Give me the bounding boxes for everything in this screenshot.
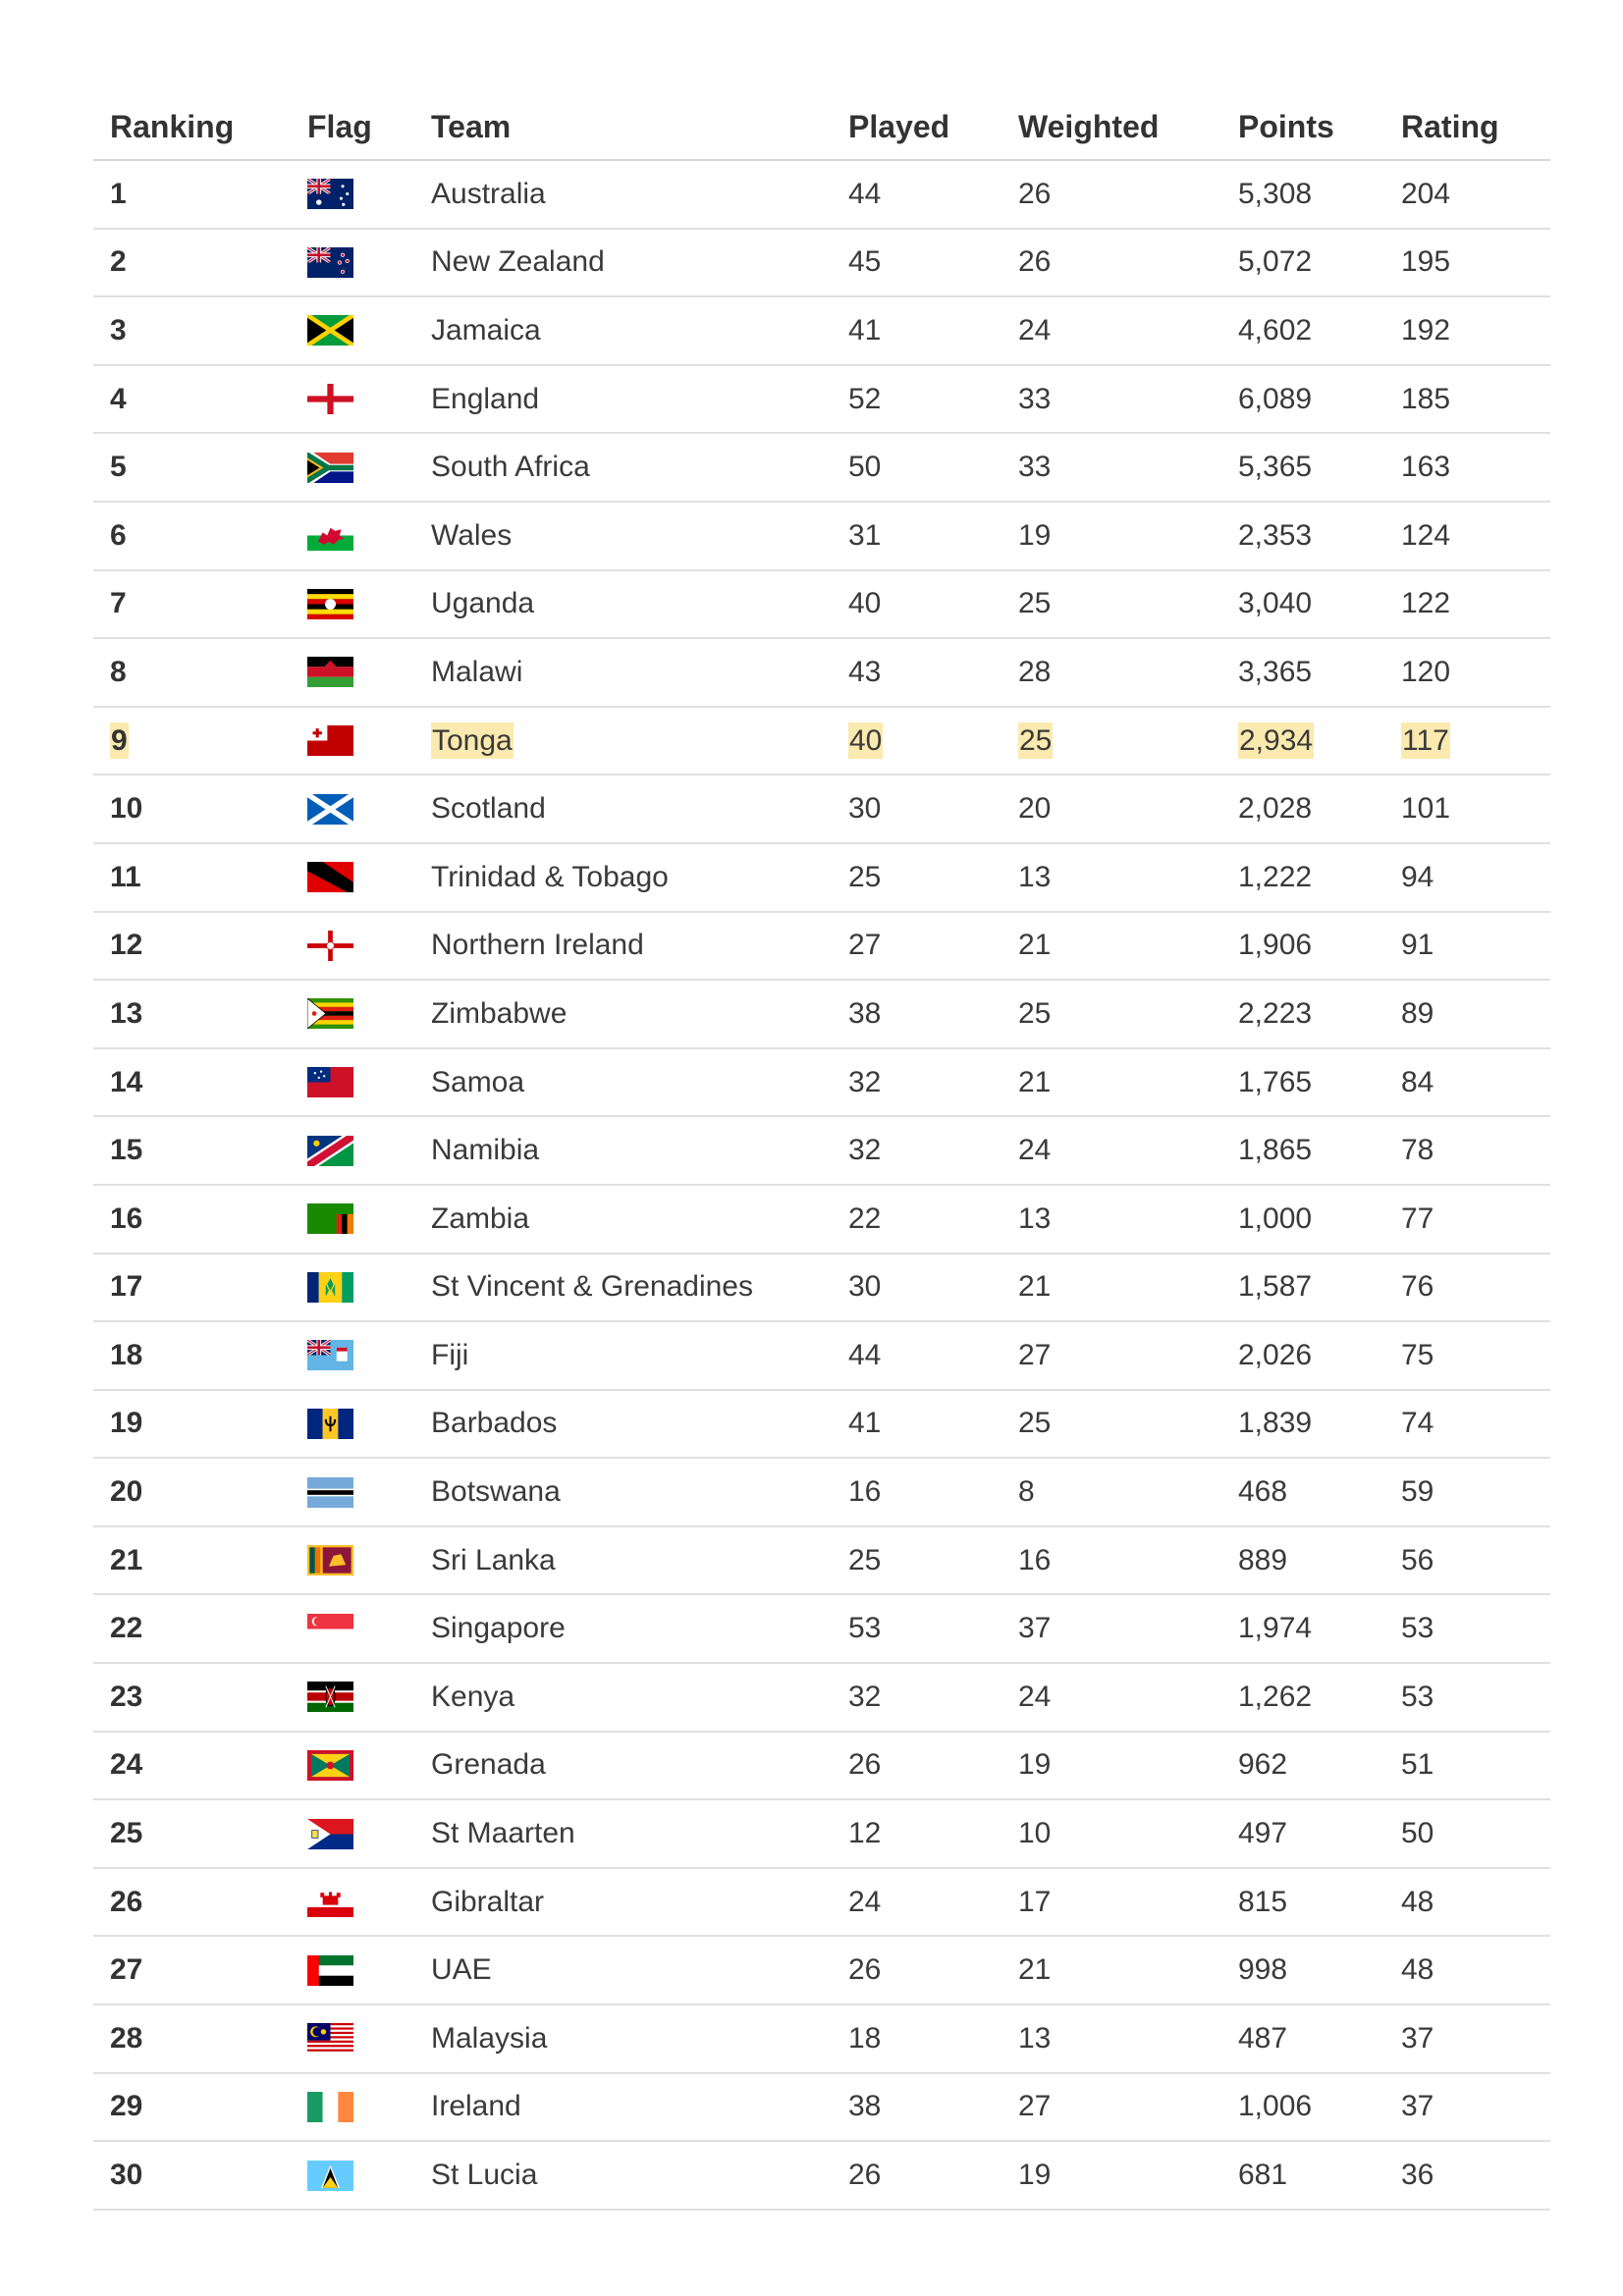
played-cell: 16 <box>848 1475 882 1509</box>
rating-cell: 204 <box>1401 177 1451 210</box>
table-row <box>93 365 1550 434</box>
played-cell: 12 <box>848 1817 882 1850</box>
weighted-cell: 27 <box>1018 2090 1052 2123</box>
points-cell: 5,072 <box>1238 245 1313 279</box>
header-weighted: Weighted <box>1001 94 1221 160</box>
played-cell: 32 <box>848 1134 882 1167</box>
team-name: Zimbabwe <box>431 996 568 1030</box>
team-name: Tonga <box>432 723 513 757</box>
team-name: Northern Ireland <box>431 929 644 962</box>
table-row <box>93 980 1550 1048</box>
weighted-cell: 20 <box>1018 792 1052 826</box>
table-row <box>93 843 1550 912</box>
table-row <box>93 1936 1550 2004</box>
rank-cell: 23 <box>110 1680 143 1713</box>
south-africa-flag-icon <box>307 453 353 483</box>
malaysia-flag-icon <box>307 2023 353 2054</box>
points-cell: 998 <box>1238 1953 1288 1987</box>
rating-cell: 36 <box>1401 2159 1434 2192</box>
rank-cell: 2 <box>110 245 127 279</box>
rank-cell: 15 <box>110 1134 143 1167</box>
team-name: Australia <box>431 177 546 210</box>
table-row <box>93 1116 1550 1185</box>
rating-cell: 78 <box>1401 1134 1434 1167</box>
rating-cell: 84 <box>1401 1065 1434 1098</box>
rating-cell: 122 <box>1401 587 1451 620</box>
fiji-flag-icon <box>307 1340 353 1370</box>
table-row <box>93 2141 1550 2210</box>
rating-cell: 94 <box>1401 860 1434 893</box>
points-cell: 962 <box>1238 1748 1288 1782</box>
tonga-flag-icon <box>307 725 353 756</box>
weighted-cell: 33 <box>1018 382 1052 415</box>
points-cell: 1,000 <box>1238 1201 1313 1235</box>
table-row <box>93 912 1550 981</box>
table-row <box>93 707 1550 775</box>
points-cell: 6,089 <box>1238 382 1313 415</box>
weighted-cell: 33 <box>1018 451 1052 484</box>
weighted-cell: 24 <box>1018 1134 1052 1167</box>
table-row <box>93 1390 1550 1459</box>
played-cell: 27 <box>848 929 882 962</box>
rating-cell: 76 <box>1401 1270 1434 1304</box>
table-row <box>93 1254 1550 1322</box>
rating-cell: 48 <box>1401 1953 1434 1987</box>
rank-cell: 24 <box>110 1748 143 1782</box>
points-cell: 5,308 <box>1238 177 1313 210</box>
points-cell: 3,365 <box>1238 655 1313 688</box>
points-cell: 3,040 <box>1238 587 1313 620</box>
points-cell: 681 <box>1238 2159 1288 2192</box>
ranking-table <box>93 94 1550 2211</box>
st-lucia-flag-icon <box>307 2161 353 2191</box>
team-name: Grenada <box>431 1748 546 1782</box>
points-cell: 5,365 <box>1238 451 1313 484</box>
rating-cell: 192 <box>1401 313 1451 347</box>
weighted-cell: 27 <box>1018 1338 1052 1371</box>
samoa-flag-icon <box>307 1067 353 1097</box>
rating-cell: 75 <box>1401 1338 1434 1371</box>
points-cell: 2,934 <box>1239 723 1314 757</box>
table-row <box>93 1663 1550 1732</box>
rating-cell: 77 <box>1401 1201 1434 1235</box>
rank-cell: 17 <box>110 1270 143 1304</box>
played-cell: 53 <box>848 1612 882 1645</box>
table-row <box>93 2073 1550 2142</box>
rank-cell: 3 <box>110 313 127 347</box>
team-name: Uganda <box>431 587 535 620</box>
rank-cell: 29 <box>110 2090 143 2123</box>
weighted-cell: 24 <box>1018 1680 1052 1713</box>
team-name: Samoa <box>431 1065 525 1098</box>
table-row <box>93 160 1550 229</box>
rating-cell: 91 <box>1401 929 1434 962</box>
points-cell: 2,353 <box>1238 518 1313 552</box>
rating-cell: 101 <box>1401 792 1451 826</box>
points-cell: 2,028 <box>1238 792 1313 826</box>
jamaica-flag-icon <box>307 315 353 346</box>
rating-cell: 37 <box>1401 2090 1434 2123</box>
played-cell: 26 <box>848 2159 882 2192</box>
botswana-flag-icon <box>307 1477 353 1508</box>
weighted-cell: 13 <box>1018 1201 1052 1235</box>
england-flag-icon <box>307 384 353 414</box>
rank-cell: 10 <box>110 792 143 826</box>
rank-cell: 14 <box>110 1065 143 1098</box>
rank-cell: 20 <box>110 1475 143 1509</box>
table-row <box>93 433 1550 502</box>
grenada-flag-icon <box>307 1750 353 1781</box>
weighted-cell: 25 <box>1018 1407 1052 1440</box>
rating-cell: 124 <box>1401 518 1451 552</box>
singapore-flag-icon <box>307 1614 353 1644</box>
points-cell: 1,262 <box>1238 1680 1313 1713</box>
table-row <box>93 2004 1550 2073</box>
table-row <box>93 570 1550 639</box>
played-cell: 26 <box>848 1748 882 1782</box>
trinidad-tobago-flag-icon <box>307 862 353 892</box>
kenya-flag-icon <box>307 1682 353 1712</box>
rank-cell: 8 <box>110 655 127 688</box>
team-name: Ireland <box>431 2090 521 2123</box>
points-cell: 1,587 <box>1238 1270 1313 1304</box>
header-rating: Rating <box>1384 94 1550 160</box>
team-name: Fiji <box>431 1338 469 1371</box>
played-cell: 18 <box>848 2021 882 2055</box>
rank-cell: 26 <box>110 1885 143 1918</box>
played-cell: 43 <box>848 655 882 688</box>
points-cell: 889 <box>1238 1543 1288 1576</box>
points-cell: 468 <box>1238 1475 1288 1509</box>
played-cell: 31 <box>848 518 882 552</box>
rating-cell: 163 <box>1401 451 1451 484</box>
rank-cell: 12 <box>110 929 143 962</box>
table-row <box>93 1321 1550 1390</box>
team-name: Namibia <box>431 1134 540 1167</box>
played-cell: 25 <box>848 1543 882 1576</box>
played-cell: 41 <box>848 1407 882 1440</box>
rating-cell: 53 <box>1401 1612 1434 1645</box>
header-points: Points <box>1221 94 1384 160</box>
st-maarten-flag-icon <box>307 1819 353 1849</box>
team-name: Singapore <box>431 1612 566 1645</box>
rank-cell: 7 <box>110 587 127 620</box>
rating-cell: 48 <box>1401 1885 1434 1918</box>
rank-cell: 27 <box>110 1953 143 1987</box>
team-name: New Zealand <box>431 245 605 279</box>
table-row <box>93 1185 1550 1254</box>
rating-cell: 56 <box>1401 1543 1434 1576</box>
sri-lanka-flag-icon <box>307 1545 353 1575</box>
table-row <box>93 774 1550 843</box>
header-played: Played <box>832 94 1001 160</box>
team-name: St Lucia <box>431 2159 538 2192</box>
points-cell: 487 <box>1238 2021 1288 2055</box>
team-name: Botswana <box>431 1475 561 1509</box>
points-cell: 2,223 <box>1238 996 1313 1030</box>
rating-cell: 37 <box>1401 2021 1434 2055</box>
new-zealand-flag-icon <box>307 247 353 278</box>
points-cell: 1,974 <box>1238 1612 1313 1645</box>
rating-cell: 51 <box>1401 1748 1434 1782</box>
team-name: England <box>431 382 540 415</box>
table-row <box>93 1799 1550 1868</box>
rating-cell: 59 <box>1401 1475 1434 1509</box>
team-name: Zambia <box>431 1201 530 1235</box>
rank-cell: 6 <box>110 518 127 552</box>
points-cell: 1,006 <box>1238 2090 1313 2123</box>
weighted-cell: 19 <box>1018 1748 1052 1782</box>
weighted-cell: 17 <box>1018 1885 1052 1918</box>
table-row <box>93 1868 1550 1937</box>
rating-cell: 89 <box>1401 996 1434 1030</box>
rank-cell: 4 <box>110 382 127 415</box>
points-cell: 815 <box>1238 1885 1288 1918</box>
table-header-row <box>93 94 1550 160</box>
points-cell: 1,865 <box>1238 1134 1313 1167</box>
namibia-flag-icon <box>307 1136 353 1166</box>
team-name: Kenya <box>431 1680 515 1713</box>
played-cell: 40 <box>848 587 882 620</box>
points-cell: 1,222 <box>1238 860 1313 893</box>
weighted-cell: 25 <box>1018 587 1052 620</box>
played-cell: 25 <box>848 860 882 893</box>
team-name: Gibraltar <box>431 1885 545 1918</box>
points-cell: 2,026 <box>1238 1338 1313 1371</box>
ireland-flag-icon <box>307 2092 353 2122</box>
weighted-cell: 19 <box>1018 518 1052 552</box>
rank-cell: 18 <box>110 1338 143 1371</box>
played-cell: 32 <box>848 1680 882 1713</box>
zimbabwe-flag-icon <box>307 998 353 1029</box>
northern-ireland-flag-icon <box>307 931 353 961</box>
rank-cell: 19 <box>110 1407 143 1440</box>
points-cell: 4,602 <box>1238 313 1313 347</box>
weighted-cell: 19 <box>1018 2159 1052 2192</box>
uganda-flag-icon <box>307 589 353 619</box>
table-row <box>93 1594 1550 1663</box>
header-team: Team <box>414 94 832 160</box>
australia-flag-icon <box>307 179 353 209</box>
gibraltar-flag-icon <box>307 1887 353 1917</box>
table-row <box>93 296 1550 365</box>
table-row <box>93 1048 1550 1117</box>
weighted-cell: 26 <box>1018 245 1052 279</box>
st-vincent-grenadines-flag-icon <box>307 1272 353 1303</box>
played-cell: 38 <box>848 996 882 1030</box>
weighted-cell: 16 <box>1018 1543 1052 1576</box>
header-flag: Flag <box>291 94 414 160</box>
played-cell: 50 <box>848 451 882 484</box>
played-cell: 30 <box>848 792 882 826</box>
played-cell: 52 <box>848 382 882 415</box>
rank-cell: 28 <box>110 2021 143 2055</box>
weighted-cell: 13 <box>1018 2021 1052 2055</box>
rank-cell: 22 <box>110 1612 143 1645</box>
rating-cell: 50 <box>1401 1817 1434 1850</box>
weighted-cell: 21 <box>1018 1953 1052 1987</box>
weighted-cell: 28 <box>1018 655 1052 688</box>
rating-cell: 117 <box>1402 723 1449 757</box>
team-name: St Maarten <box>431 1817 575 1850</box>
rating-cell: 185 <box>1401 382 1451 415</box>
table-row <box>93 1732 1550 1800</box>
table-body <box>93 160 1550 2210</box>
points-cell: 1,839 <box>1238 1407 1313 1440</box>
rating-cell: 195 <box>1401 245 1451 279</box>
rank-cell: 30 <box>110 2159 143 2192</box>
team-name: Sri Lanka <box>431 1543 556 1576</box>
team-name: South Africa <box>431 451 590 484</box>
rank-cell: 11 <box>110 860 141 893</box>
weighted-cell: 37 <box>1018 1612 1052 1645</box>
rank-cell: 16 <box>110 1201 143 1235</box>
played-cell: 44 <box>848 1338 882 1371</box>
wales-flag-icon <box>307 520 353 551</box>
header-ranking: Ranking <box>93 94 291 160</box>
played-cell: 45 <box>848 245 882 279</box>
table-row <box>93 1458 1550 1526</box>
table-row <box>93 502 1550 570</box>
played-cell: 41 <box>848 313 882 347</box>
weighted-cell: 25 <box>1018 996 1052 1030</box>
played-cell: 44 <box>848 177 882 210</box>
barbados-flag-icon <box>307 1409 353 1439</box>
weighted-cell: 21 <box>1018 1065 1052 1098</box>
weighted-cell: 21 <box>1018 929 1052 962</box>
played-cell: 24 <box>848 1885 882 1918</box>
weighted-cell: 24 <box>1018 313 1052 347</box>
table-row <box>93 229 1550 297</box>
team-name: Trinidad & Tobago <box>431 860 669 893</box>
malawi-flag-icon <box>307 657 353 687</box>
played-cell: 40 <box>849 723 883 757</box>
weighted-cell: 21 <box>1018 1270 1052 1304</box>
rating-cell: 120 <box>1401 655 1451 688</box>
uae-flag-icon <box>307 1955 353 1986</box>
team-name: Scotland <box>431 792 546 826</box>
played-cell: 38 <box>848 2090 882 2123</box>
team-name: Malaysia <box>431 2021 548 2055</box>
rank-cell: 25 <box>110 1817 143 1850</box>
rating-cell: 74 <box>1401 1407 1434 1440</box>
weighted-cell: 8 <box>1018 1475 1035 1509</box>
rank-cell: 5 <box>110 451 127 484</box>
team-name: Barbados <box>431 1407 558 1440</box>
weighted-cell: 10 <box>1018 1817 1052 1850</box>
points-cell: 497 <box>1238 1817 1288 1850</box>
rating-cell: 53 <box>1401 1680 1434 1713</box>
table-row <box>93 1526 1550 1595</box>
zambia-flag-icon <box>307 1203 353 1234</box>
weighted-cell: 25 <box>1019 723 1053 757</box>
team-name: UAE <box>431 1953 492 1987</box>
weighted-cell: 26 <box>1018 177 1052 210</box>
team-name: St Vincent & Grenadines <box>431 1270 753 1304</box>
rank-cell: 9 <box>111 723 128 757</box>
played-cell: 22 <box>848 1201 882 1235</box>
rank-cell: 1 <box>110 177 127 210</box>
points-cell: 1,906 <box>1238 929 1313 962</box>
played-cell: 30 <box>848 1270 882 1304</box>
team-name: Malawi <box>431 655 523 688</box>
team-name: Wales <box>431 518 513 552</box>
team-name: Jamaica <box>431 313 541 347</box>
played-cell: 26 <box>848 1953 882 1987</box>
points-cell: 1,765 <box>1238 1065 1313 1098</box>
weighted-cell: 13 <box>1018 860 1052 893</box>
played-cell: 32 <box>848 1065 882 1098</box>
table-row <box>93 638 1550 707</box>
scotland-flag-icon <box>307 794 353 825</box>
rank-cell: 13 <box>110 996 143 1030</box>
rank-cell: 21 <box>110 1543 143 1576</box>
